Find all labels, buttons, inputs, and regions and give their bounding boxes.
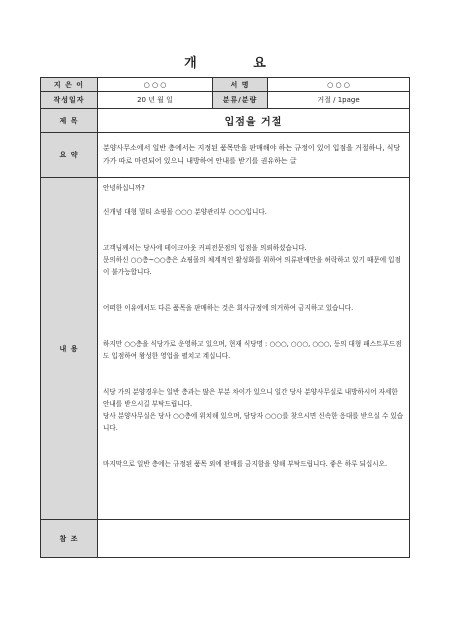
content-paragraph: 식당 가의 분양경우는 일반 층과는 많은 부분 차이가 있으니 일간 당사 분양사무실로 내방하시어 자세한 안내를 받으시길 부탁드립니다. xyxy=(103,388,398,408)
content-paragraph: 마지막으로 일반 층에는 규정된 품목 외에 판매를 금지함을 양해 부탁드립니다. 좋은 하루 되십시오. xyxy=(103,460,388,468)
author-label: 지 은 이 xyxy=(41,78,98,92)
summary-value: 분양사무소에서 일반 층에서는 지정된 품목만을 판매해야 하는 규정이 있어 입점을 거절하나, 식당 가가 따로 마련되어 있으니 내방하여 안내를 받기를 권유하는 글 xyxy=(98,133,410,178)
content-label: 내 용 xyxy=(41,178,98,520)
content-gap xyxy=(103,218,404,230)
content-gap xyxy=(103,326,404,338)
subject-label: 제 목 xyxy=(41,109,98,133)
content-paragraph: 신개념 대형 멀티 쇼핑몰 ○○○ 분양관리부 ○○○입니다. xyxy=(103,208,267,216)
date-label: 작성일자 xyxy=(41,92,98,109)
content-paragraph: 고객님께서는 당사에 테이크아웃 커피전문점의 입점을 의뢰하셨습니다. xyxy=(103,244,307,252)
content-lines xyxy=(103,182,404,470)
subject-value: 입점을 거절 xyxy=(98,109,410,133)
overview-table xyxy=(40,77,410,558)
content-gap xyxy=(103,194,404,206)
content-gap xyxy=(103,446,404,458)
category-value: 거절 / 1page xyxy=(268,92,410,109)
content-paragraph: 하지만 ○○층을 식당가로 운영하고 있으며, 현재 식당명 : ○○○, ○○○, ○○○, 등의 대형 패스트푸드점도 입점하여 왕성한 영업을 펼치고 계십니다. xyxy=(103,340,402,360)
author-value: ○ ○ ○ xyxy=(98,78,213,92)
content-gap xyxy=(103,314,404,326)
category-label: 분류/분량 xyxy=(213,92,268,109)
content-gap xyxy=(103,434,404,446)
content-body xyxy=(98,178,410,520)
reference-value xyxy=(98,520,410,558)
content-paragraph: 안녕하십니까? xyxy=(103,184,145,192)
content-gap xyxy=(103,362,404,374)
date-value: 20 년 월 일 xyxy=(98,92,213,109)
document-title: 개 요 xyxy=(184,56,292,71)
reference-label: 참 조 xyxy=(41,520,98,558)
content-paragraph: 당사 분양사무실은 당사 ○○층에 위치해 있으며, 담당자 ○○○를 찾으시면 신속한 응대를 받으실 수 있습니다. xyxy=(103,412,404,432)
content-gap xyxy=(103,230,404,242)
signature-label: 서 명 xyxy=(213,78,268,92)
content-gap xyxy=(103,278,404,290)
signature-value: ○ ○ ○ xyxy=(268,78,410,92)
content-gap xyxy=(103,290,404,302)
content-paragraph: 문의하신 ○○층~○○층은 쇼핑몰의 체계적인 활성화를 위하여 의류판매만을 허락하고 있기 때문에 입점이 불가능합니다. xyxy=(103,256,401,276)
summary-label: 요 약 xyxy=(41,133,98,178)
content-paragraph: 어떠한 이유에서도 다른 품목을 판매하는 것은 회사규정에 의거하여 금지하고 있습니다. xyxy=(103,304,354,312)
content-gap xyxy=(103,374,404,386)
